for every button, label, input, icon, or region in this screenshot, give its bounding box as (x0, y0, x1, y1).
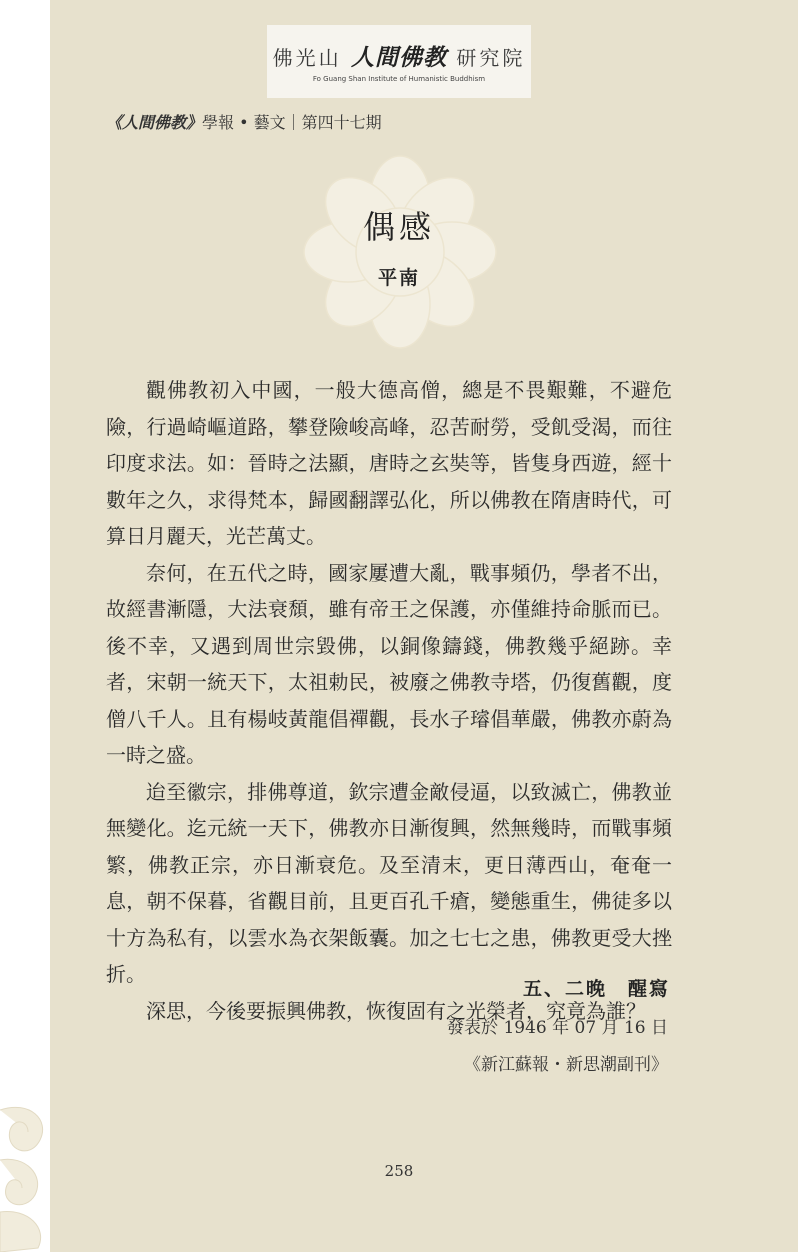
institute-subtitle: Fo Guang Shan Institute of Humanistic Buddhism (312, 75, 486, 83)
article-body (106, 372, 672, 1029)
paragraph: 迨至徽宗，排佛尊道，欽宗遭金敵侵逼，以致滅亡，佛教並無變化。迄元統一天下，佛教亦日漸復興，然無幾時，而戰事頻繁，佛教正宗，亦日漸衰危。及至清末，更日薄西山，奄奄一息，朝不保暮，省觀目前，且更百孔千瘡，變態重生，佛徒多以十方為私有，以雲水為衣架飯囊。加之七七之患，佛教更受大挫折。 (106, 779, 672, 986)
article-title: 偶感 (362, 208, 435, 246)
lotus-flower-ornament-icon (300, 152, 500, 352)
page-number: 258 (384, 1162, 414, 1180)
page-margin (0, 0, 50, 1252)
institute-name: 佛光山 人間佛教 研究院 (272, 44, 526, 71)
paragraph: 奈何，在五代之時，國家屢遭大亂，戰事頻仍，學者不出，故經書漸隱，大法衰頹，雖有帝王之保護，亦僅維持命脈而已。後不幸，又遇到周世宗毀佛，以銅像鑄錢，佛教幾乎絕跡。幸者，宋朝一統天下，太祖勅民，被廢之佛教寺塔，仍復舊觀，度僧八千人。且有楊岐黃龍倡禪觀，長水子璿倡華嚴，佛教亦蔚為一時之盛。 (106, 560, 672, 767)
paragraph: 深思，今後要振興佛教，恢復固有之光榮者，究竟為誰？ (146, 998, 646, 1023)
paragraph: 觀佛教初入中國，一般大德高僧，總是不畏艱難，不避危險，行過崎嶇道路，攀登險峻高峰，忍苦耐勞，受飢受渴，而往印度求法。如：晉時之法顯，唐時之玄奘等，皆隻身西遊，經十數年之久，求得梵本，歸國翻譯弘化，所以佛教在隋唐時代，可算日月麗天，光芒萬丈。 (106, 378, 672, 548)
signature-line: 五、二晚 醒寫 (522, 978, 670, 1000)
journal-running-head: 《人間佛教》學報 • 藝文｜第四十七期 (106, 113, 382, 132)
article-author: 平南 (377, 267, 420, 289)
institute-header (267, 25, 531, 98)
publication-date: 發表於 1946 年 07 月 16 日 (447, 1018, 668, 1038)
publication-source: 《新江蘇報・新思潮副刊》 (464, 1055, 668, 1075)
